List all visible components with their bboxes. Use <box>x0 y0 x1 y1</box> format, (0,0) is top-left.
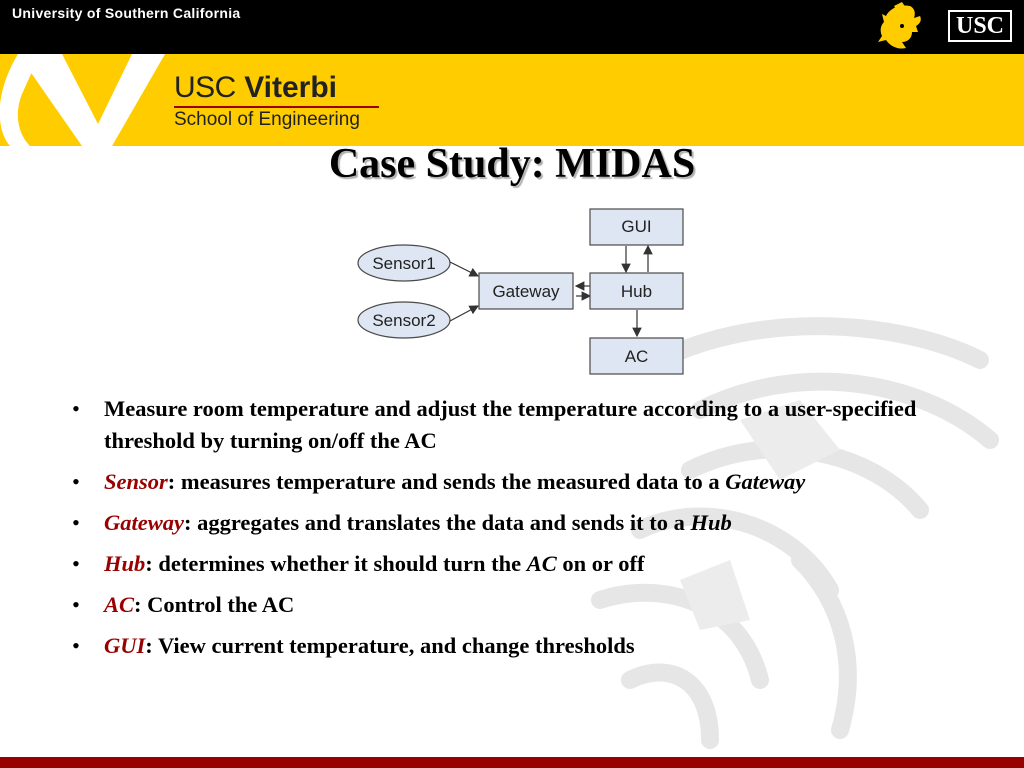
bullet-tail: Gateway <box>725 469 806 494</box>
node-gui <box>590 209 683 245</box>
bullet-item-gateway <box>72 507 972 539</box>
slide-title: Case Study: MIDAS <box>328 141 696 187</box>
node-sensor1-label: Sensor1 <box>372 254 436 273</box>
bullet-item-gui <box>72 630 972 662</box>
bullet-term: Gateway <box>104 510 184 535</box>
university-name: University of Southern California <box>12 5 241 21</box>
viterbi-v-logo-icon <box>0 54 170 146</box>
node-hub-label: Hub <box>620 282 653 301</box>
brand-usc: USC <box>174 71 236 104</box>
bullet-text: : determines whether it should turn the <box>145 551 527 576</box>
node-ac <box>590 338 683 374</box>
viterbi-wordmark <box>174 72 379 131</box>
trojan-head-icon <box>872 2 932 52</box>
brand-banner <box>0 54 1024 146</box>
node-gateway <box>479 273 573 309</box>
bullet-term: Hub <box>104 551 146 576</box>
brand-viterbi: Viterbi <box>244 71 337 104</box>
brand-school: School of Engineering <box>174 106 379 131</box>
midas-architecture-diagram <box>350 200 700 385</box>
bullet-item-sensor <box>72 466 972 498</box>
node-ac-label: AC <box>624 347 649 366</box>
bullet-mid: AC <box>526 551 557 576</box>
bullet-term: Sensor <box>104 469 168 494</box>
bullet-text: : Control the AC <box>134 592 295 617</box>
node-hub <box>590 273 683 309</box>
node-sensor2 <box>358 302 450 338</box>
bullet-tail: Hub <box>690 510 732 535</box>
bullet-text: Measure room temperature and adjust the temperature according to a user-specified threshold by turning on/off the AC <box>104 396 917 453</box>
bottom-banner <box>0 757 1024 768</box>
bullet-item-ac <box>72 589 972 621</box>
usc-logo: USC <box>948 10 1012 42</box>
node-sensor2-label: Sensor2 <box>372 311 436 330</box>
bullet-term: AC <box>104 592 135 617</box>
top-banner <box>0 0 1024 54</box>
bullet-text-2: on or off <box>556 551 645 576</box>
bullet-item-hub <box>72 548 972 580</box>
node-gui-label: GUI <box>621 217 652 236</box>
bullet-item-overview <box>72 393 972 457</box>
bullet-term: GUI <box>104 633 146 658</box>
bullet-text: : View current temperature, and change thresholds <box>145 633 635 658</box>
bullet-list <box>72 393 972 671</box>
bullet-text: : aggregates and translates the data and sends it to a <box>183 510 691 535</box>
bullet-text: : measures temperature and sends the measured data to a <box>167 469 726 494</box>
node-sensor1 <box>358 245 450 281</box>
node-gateway-label: Gateway <box>492 282 560 301</box>
